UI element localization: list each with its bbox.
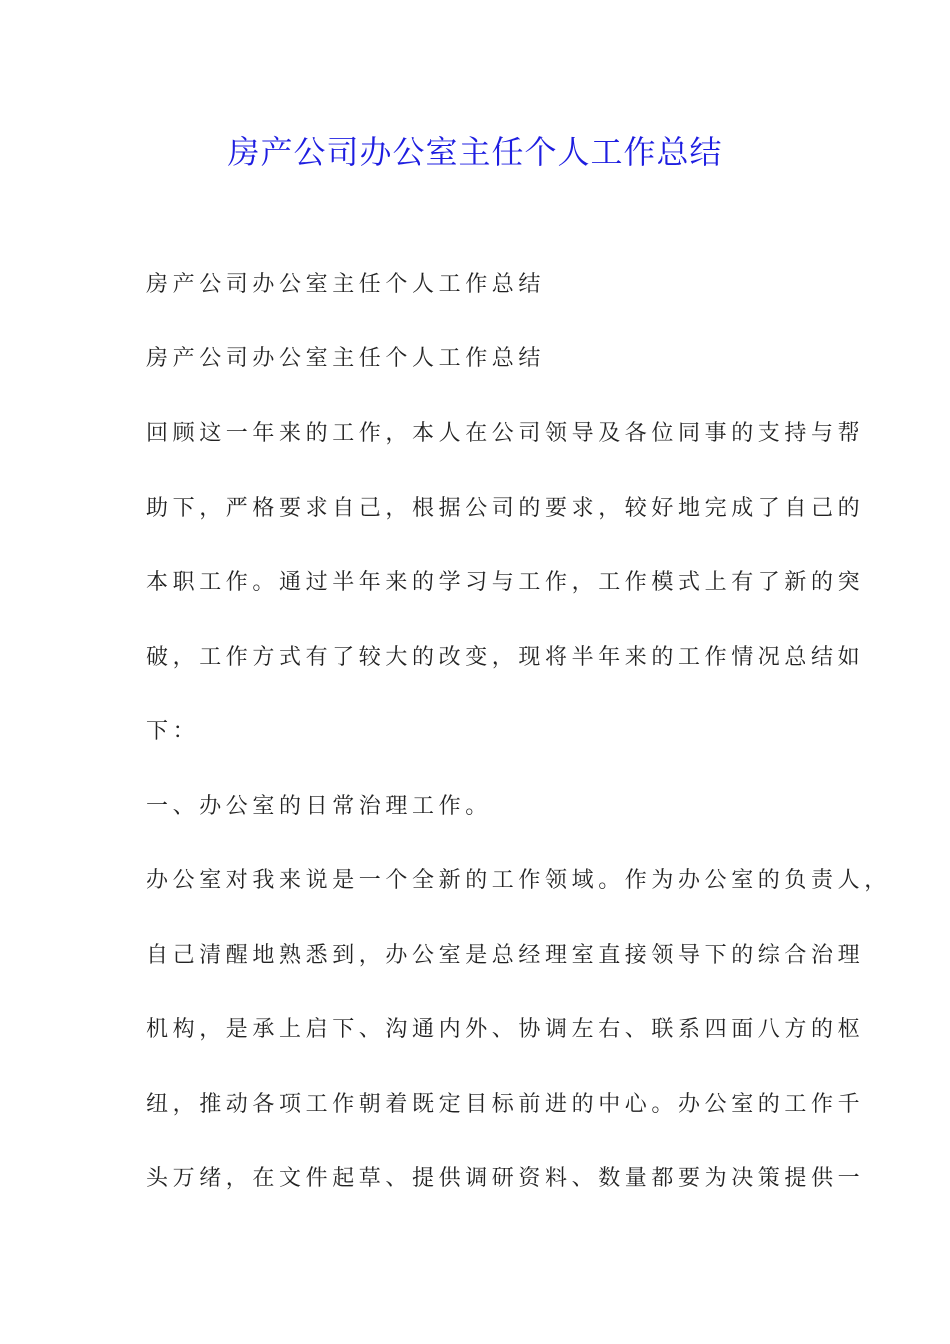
body-line: 机构，是承上启下、沟通内外、协调左右、联系四面八方的枢 xyxy=(146,1017,865,1042)
body-line: 办公室对我来说是一个全新的工作领域。作为办公室的负责人， xyxy=(146,868,891,893)
section-heading: 一、办公室的日常治理工作。 xyxy=(146,794,492,819)
body-line: 自己清醒地熟悉到，办公室是总经理室直接领导下的综合治理 xyxy=(146,943,865,968)
body-line: 头万绪，在文件起草、提供调研资料、数量都要为决策提供一 xyxy=(146,1166,865,1191)
body-line: 房产公司办公室主任个人工作总结 xyxy=(146,272,546,297)
body-line: 本职工作。通过半年来的学习与工作，工作模式上有了新的突 xyxy=(146,570,865,595)
body-line: 纽，推动各项工作朝着既定目标前进的中心。办公室的工作千 xyxy=(146,1092,865,1117)
body-line: 助下，严格要求自己，根据公司的要求，较好地完成了自己的 xyxy=(146,496,865,521)
body-line: 回顾这一年来的工作，本人在公司领导及各位同事的支持与帮 xyxy=(146,421,865,446)
body-line: 下： xyxy=(146,719,200,744)
body-line: 房产公司办公室主任个人工作总结 xyxy=(146,346,546,371)
document-title: 房产公司办公室主任个人工作总结 xyxy=(227,133,723,171)
body-line: 破，工作方式有了较大的改变，现将半年来的工作情况总结如 xyxy=(146,645,865,670)
